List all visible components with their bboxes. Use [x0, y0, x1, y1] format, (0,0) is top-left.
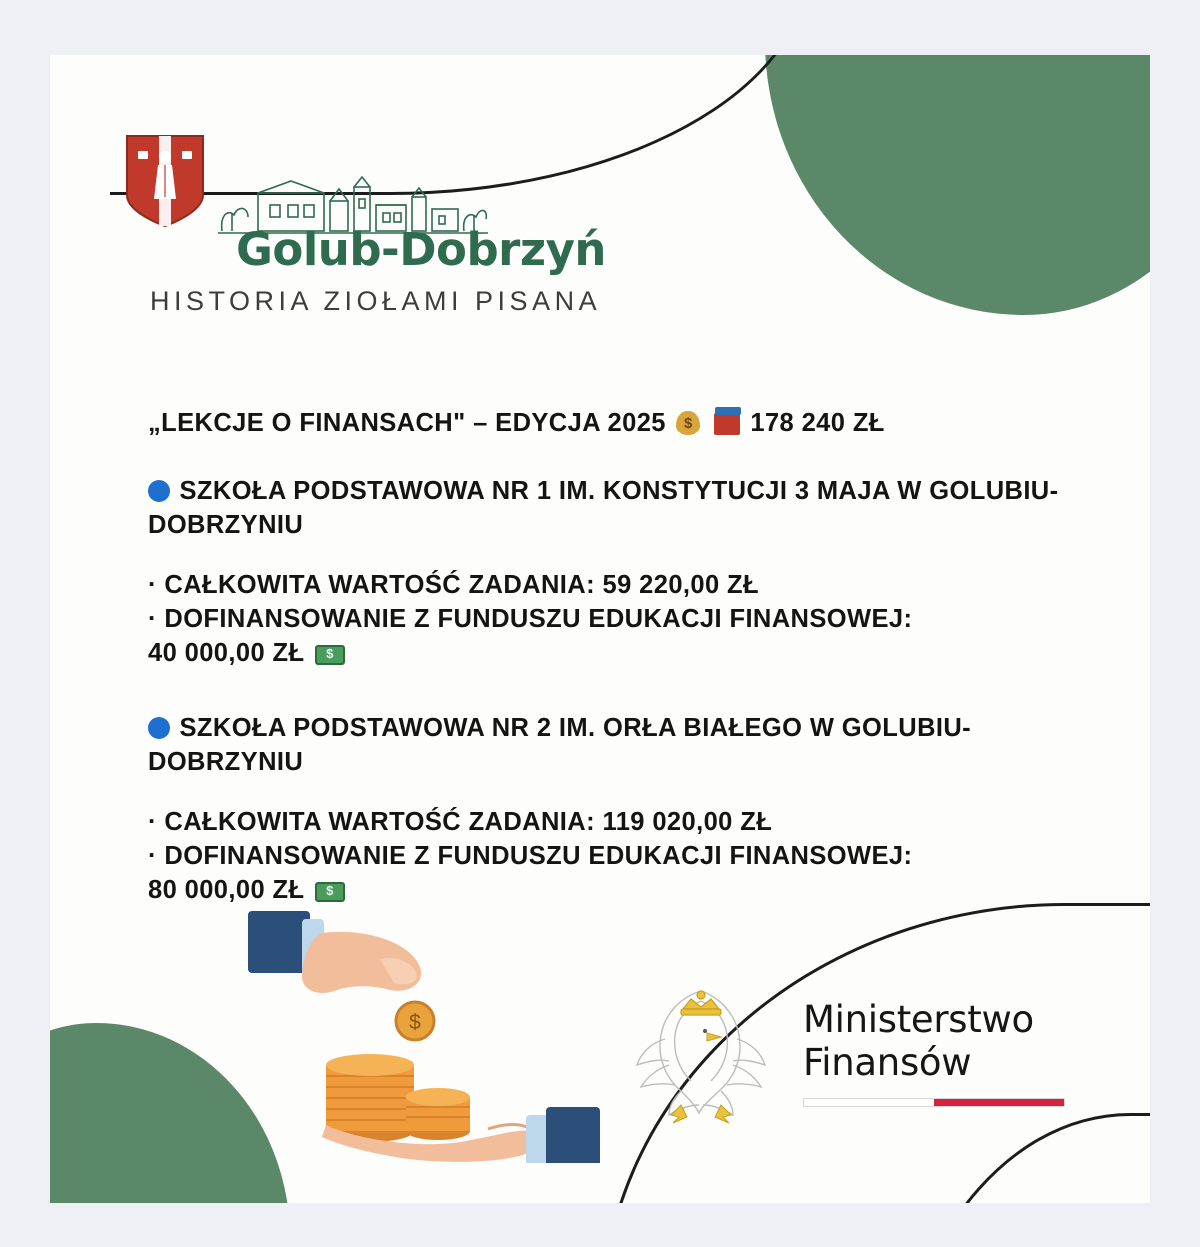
- program-title-row: [148, 407, 1068, 441]
- school-2-total-row: [148, 806, 1068, 840]
- school-1-heading: [148, 475, 1068, 543]
- school-1-grant-row: [148, 603, 1068, 671]
- svg-text:$: $: [409, 1011, 421, 1034]
- school-1-grant-value: 40 000,00 ZŁ: [148, 638, 305, 667]
- flag-white-stripe: [804, 1099, 934, 1106]
- school-2-grant-label: · DOFINANSOWANIE Z FUNDUSZU EDUKACJI FINANSOWEJ:: [148, 842, 913, 871]
- hands-exchanging-coins-illustration: [230, 893, 600, 1163]
- brand-tagline: HISTORIA ZIOŁAMI PISANA: [150, 286, 602, 316]
- brand-title: Golub-Dobrzyń: [236, 223, 606, 276]
- school-2-heading: [148, 712, 1068, 780]
- coat-of-arms-golub-dobrzyn: [124, 133, 206, 229]
- money-bag-icon: [676, 411, 700, 435]
- school-2-total-value: 119 020,00 ZŁ: [602, 808, 773, 837]
- school-1-total-label: · CAŁKOWITA WARTOŚĆ ZADANIA:: [148, 570, 596, 599]
- school-1-name: SZKOŁA PODSTAWOWA NR 1 IM. KONSTYTUCJI 3 MAJA W GOLUBIU-DOBRZYNIU: [148, 476, 1059, 539]
- blue-bullet-icon: [148, 717, 170, 739]
- school-1-total-value: 59 220,00 ZŁ: [602, 570, 759, 599]
- ministry-logo: [621, 973, 1065, 1133]
- polish-flag-bar: [803, 1098, 1065, 1107]
- flag-red-stripe: [934, 1099, 1064, 1106]
- program-total: 178 240 ZŁ: [750, 409, 885, 437]
- books-icon: [714, 413, 740, 435]
- school-2-total-label: · CAŁKOWITA WARTOŚĆ ZADANIA:: [148, 808, 596, 837]
- school-2-grant-value: 80 000,00 ZŁ: [148, 876, 305, 905]
- poster-card: [50, 55, 1150, 1203]
- brand-block: [124, 133, 744, 317]
- poster-content: [148, 407, 1068, 908]
- ministry-name-line-1: Ministerstwo: [803, 997, 1034, 1041]
- polish-eagle-emblem: [621, 973, 781, 1133]
- school-1-total-row: [148, 569, 1068, 603]
- decorative-green-shape-top-right: [765, 55, 1150, 315]
- ministry-name-line-2: Finansów: [803, 1040, 972, 1084]
- spacer: [148, 670, 1068, 712]
- school-1-grant-label: · DOFINANSOWANIE Z FUNDUSZU EDUKACJI FINANSOWEJ:: [148, 604, 913, 633]
- program-title: „LEKCJE O FINANSACH" – EDYCJA 2025: [148, 409, 666, 437]
- blue-bullet-icon: [148, 480, 170, 502]
- banknote-icon: [315, 645, 345, 665]
- school-2-name: SZKOŁA PODSTAWOWA NR 2 IM. ORŁA BIAŁEGO W GOLUBIU-DOBRZYNIU: [148, 714, 972, 777]
